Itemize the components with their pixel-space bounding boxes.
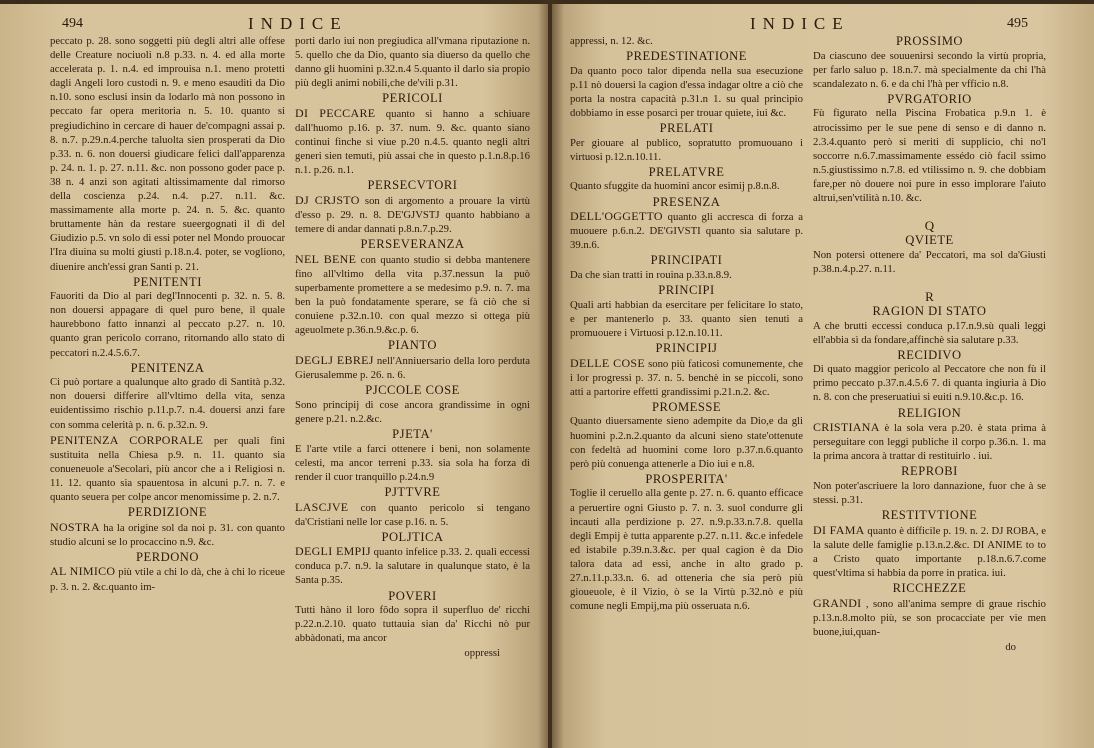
entry-body — [813, 106, 1046, 205]
entry-text: quanto infelice p.33. 2. quali eccessi conduca p.7. n.9. la salutare in qualunque stato, è la Santa p.35. — [295, 546, 530, 587]
index-entry — [295, 383, 530, 426]
entry-body — [813, 362, 1046, 404]
entry-subheading: DELL'OGGETTO — [570, 209, 663, 224]
index-entry — [570, 472, 803, 613]
left-running-head — [0, 14, 548, 36]
entry-heading: PRINCIPI — [658, 283, 715, 298]
right-column-2 — [813, 34, 1046, 740]
right-column-1 — [570, 34, 803, 740]
index-entry — [813, 348, 1046, 405]
entry-body — [570, 179, 803, 193]
entry-body — [50, 564, 285, 593]
entry-body — [50, 375, 285, 431]
index-entry — [570, 34, 803, 48]
index-entry — [295, 589, 530, 646]
index-entry — [50, 34, 285, 274]
entry-heading: RECIDIVO — [897, 347, 962, 362]
index-entry — [570, 253, 803, 282]
entry-heading: PERDIZIONE — [127, 505, 208, 520]
index-entry — [570, 195, 803, 253]
index-entry — [50, 361, 285, 432]
left-page — [0, 4, 548, 748]
entry-body — [570, 209, 803, 252]
entry-heading: POVERI — [388, 588, 437, 603]
entry-subheading: DJ CRJSTO — [295, 193, 360, 208]
entry-body — [570, 268, 803, 282]
entry-body — [813, 420, 1046, 463]
entry-heading: PENITENTI — [133, 274, 202, 289]
index-entry — [570, 283, 803, 340]
entry-body — [570, 356, 803, 399]
index-entry — [295, 338, 530, 382]
entry-heading: PJTTVRE — [384, 484, 441, 499]
index-entry — [813, 290, 1046, 347]
entry-body — [295, 442, 530, 484]
entry-heading: REPROBI — [901, 464, 958, 479]
entry-text: Di quato maggior pericolo al Peccatore che non fù il primo peccato p.37.n.4.5.6 7. di quanta ingiuria à Dio n. 8. con che preseruatiui si euiti n.9.10.&c.p. 16. — [813, 363, 1046, 404]
entry-body — [295, 398, 530, 426]
entry-body — [813, 49, 1046, 91]
entry-subheading: DEGLJ EBREJ — [295, 353, 374, 368]
entry-heading: PROSPERITA' — [645, 471, 728, 486]
entry-text: Toglie il ceruello alla gente p. 27. n. 6. quanto efficace a peruertire ogni Giusto p. 7. n. 3. suol condurre gli incauti alla perdizione p. 27. n.9.p.33.n.7.8. quella degli Empij è tutta apparente p.27. n.11. &c.e infedele ed istabile p.39.n.3.&c. per qual cagion è da Dio talora data ad essi, anche in alto grado p. 27.n.11.p.33.n. 6. ad otteneria che sia però più gioueuole, è il Vizio, ò se la Virtù p.32.nò e più comune negli Empij,ma più osseruata n.6. — [570, 487, 803, 613]
entry-body — [813, 479, 1046, 507]
entry-text: A che brutti eccessi conduca p.17.n.9.sù quali leggi ell'abbia sì da fondare,affinchè sia salutare p.33. — [813, 319, 1046, 346]
entry-body — [50, 433, 285, 504]
entry-heading: PJCCOLE COSE — [365, 383, 460, 398]
index-entry — [295, 485, 530, 529]
entry-text: Quanto sfuggite da huomini ancor esimij p.8.n.8. — [570, 180, 780, 193]
left-running-title: INDICE — [248, 14, 348, 33]
left-column-2 — [295, 34, 530, 740]
entry-body — [50, 34, 285, 274]
entry-text: Da ciascuno dee souuenirsi secondo la virtù propria, per farlo saluo p. 18.n.7. mà specialmente da chi l'hà scandalezato n. 6. e da chi l'hà per vfficio n.8. — [813, 49, 1046, 90]
entry-heading: RELIGION — [897, 405, 962, 420]
index-entry — [50, 550, 285, 594]
entry-subheading: DELLE COSE — [570, 355, 646, 370]
entry-text: Ci può portare a qualunque alto grado di Santità p.32. non douersi differire all'vltimo della vita, senza euidentissimo rischio p.11.p.7. n.4. douersi anzi fare con somma celerità p. n. 6. p.32.n. 9. — [50, 376, 285, 431]
section-letter: Q — [924, 218, 935, 234]
entry-heading: PROMESSE — [651, 399, 722, 414]
entry-text: sono più faticosi comunemente, che i lor progressi p. 37. n. 5. benchè in se piccoli, sono atti a partorire effetti grandissimi p.21.n.2. &c. — [570, 357, 803, 398]
right-page — [552, 4, 1094, 748]
entry-heading: PERSECVTORI — [367, 178, 458, 193]
entry-heading: QVIETE — [905, 233, 954, 248]
entry-subheading: NEL BENE — [295, 251, 357, 266]
index-entry — [295, 178, 530, 236]
left-column-1 — [50, 34, 285, 740]
entry-body — [295, 106, 530, 177]
index-entry — [813, 581, 1046, 639]
entry-body — [295, 193, 530, 236]
index-entry — [813, 508, 1046, 580]
entry-text: Non potersi ottenere da' Peccatori, ma sol da'Giusti p.38.n.4.p.27. n.11. — [813, 248, 1046, 275]
entry-body — [570, 298, 803, 340]
entry-subheading: PENITENZA CORPORALE — [50, 432, 204, 447]
entry-body — [570, 34, 803, 48]
entry-text: con quanto studio si debba mantenere fino all'vltimo della vita p.37.nessun la può superbamente promettere a se medesimo p.9. n. 7. ma ben la può fondatamente sperare, se fà ciò che si conuiene p.32.n.10. con qual mezzo si ottega più ageuolmete p.36.n.9.&c.p. 6. — [295, 253, 530, 337]
entry-heading: PERICOLI — [382, 91, 443, 106]
entry-heading: PRINCIPIJ — [655, 340, 718, 355]
entry-text: per quali fini sustituita nella Chiesa p.9. n. 11. quanto sia conueneuole a'Secolari, più ancor che a i Religiosi n. 11. 12. quanto sia spauentosa in alcuni p.7. n. 7. e quanto seuera per colpe ancor menomissime p. 2. n.7. — [50, 434, 285, 503]
entry-subheading: DI FAMA — [813, 522, 865, 537]
index-entry — [295, 91, 530, 177]
entry-heading: PIANTO — [388, 338, 437, 353]
entry-heading: PERDONO — [136, 549, 199, 564]
entry-text: con quanto pericolo si tengano da'Cristiani nelle lor case p.16. n. 5. — [295, 501, 531, 528]
entry-subheading: GRANDI — [813, 595, 862, 610]
entry-body — [295, 34, 530, 90]
index-entry — [570, 121, 803, 164]
entry-text: son di argomento a prouare la virtù d'esso p. 29. n. 8. DE'GJVSTJ quanto habbiano a temere di andar dannati p.8.n.7.p.29. — [295, 195, 531, 236]
entry-text: più vtile a chi lo dà, che à chi lo riceue p. 3. n. 2. &c.quanto im- — [50, 566, 286, 593]
index-entry — [813, 34, 1046, 91]
catchword: oppressi — [464, 647, 500, 660]
right-page-number: 495 — [1007, 16, 1028, 31]
entry-heading: PROSSIMO — [896, 34, 963, 48]
entry-text: porti darlo iui non pregiudica all'vmana riputazione n. 5. quello che da Dio, quanto sia diuerso da quello che danno gli huomini p.32.n.4 5.quanto il darlo sia propio più degli animi nobili,che de'vili p.31. — [295, 35, 530, 90]
entry-heading: PRELATI — [659, 121, 714, 136]
index-entry — [813, 219, 1046, 276]
entry-body — [50, 289, 285, 359]
entry-text: Non poter'ascriuere la loro dannazione, fuor che à se stessi. p.31. — [813, 480, 1046, 507]
entry-heading: PRINCIPATI — [650, 253, 723, 268]
index-entry — [813, 464, 1046, 507]
index-entry — [570, 49, 803, 120]
index-entry — [50, 505, 285, 549]
entry-heading: PJETA' — [392, 427, 433, 442]
entry-heading: RESTITVTIONE — [881, 508, 978, 523]
entry-text: Fù figurato nella Piscina Frobatica p.9.n 1. è atrocissimo per le sue pene di senso e di danno n. 2.3.4.quanto però si meriti di supplicio, chi no'l soccorre n.6.7.massimamente essédo ciò facil ssimo n.5.giustissimo n.7.8. ed vtilissimo n. 9. che dobbiam fare,per nò douere noi pure in esso implorare l'aiuto altrui,sen'vtilità n.10. &c. — [813, 107, 1046, 205]
entry-text: Sono principij di cose ancora grandissime in ogni genere p.21. n.2.&c. — [295, 398, 530, 425]
entry-body — [295, 544, 530, 587]
entry-text: nell'Anniuersario della loro perduta Gierusalemme p. 26. n. 6. — [295, 355, 531, 382]
entry-body — [295, 603, 530, 645]
index-entry — [295, 530, 530, 588]
entry-text: Quanto diuersamente sieno adempite da Dio,e da gli huomini p.2.n.2.quanto da alcuni sieno state'ottenute con fedeltà ad huomini come loro p.37.n.6.quanto però più conuenga attenerle a Dio iui e n.8. — [570, 415, 803, 470]
entry-body — [813, 319, 1046, 347]
index-entry — [570, 400, 803, 471]
entry-heading: RAGION DI STATO — [872, 303, 987, 318]
entry-heading: POLJTICA — [381, 529, 444, 544]
entry-body — [570, 136, 803, 164]
entry-body — [295, 353, 530, 382]
entry-text: quanto gli accresca di forza a muouere p.6.n.2. DE'GIVSTI quanto sia salutare p. 39.n.6. — [570, 211, 803, 252]
right-running-title: INDICE — [750, 14, 850, 33]
entry-text: peccato p. 28. sono soggetti più degli altri alle offese delle Creature nociuoli n.8 p.33. n. 4. ed alla morte accelerata p. 1. n.4. ed improuisa n.1. meno protetti dagli Angeli loro custodi n. 9. e meno esauditi da Dio n.10. sono esclusi insin da lodarlo mà non possono in peccato far opera meritoria n. 5. 10. quanto si pregiudichino in cercare di hauer de'compagni assai p. 8. n.7. p.29.n.4.perche taluolta sien prosperati da Dio p.33. n. 6. non douersi giudicare felici dall'apparenza p. 24. n. 1. p. 27. n.11. &c. non possono goder pace p. 38 n. 4 anzi son agitati altissimamente dal rimorso della coscienza p.24. n.4. p.27. n.11. &c. massimamente alla morte p. 24. n. 5. &c. quanto bruttamente hàn da restare sueergognati il dì del Giudizio p.5. vn solo di essi poter nel Mondo prouocar l'Ira diuina su molti giusti p.18.n.4. poter, se vogliono, diuenire anch'essi gran Santi p. 21. — [50, 35, 285, 273]
entry-heading: PENITENZA — [130, 360, 205, 375]
entry-body — [813, 248, 1046, 276]
right-columns — [552, 34, 1094, 740]
entry-heading: PREDESTINATIONE — [626, 49, 747, 64]
entry-body — [570, 64, 803, 120]
index-entry — [813, 406, 1046, 464]
entry-text: Da quanto poco talor dipenda nella sua esecuzione p.11 nò douersi la cagion d'essa indagar oltre a ciò che porta la nostra capacità p.31.n 1. su qual principio dobbiamo in esse posarci per trouar quiete, iui &c. — [570, 64, 803, 119]
entry-subheading: DI PECCARE — [295, 105, 376, 120]
index-entry — [570, 165, 803, 194]
entry-text: quanto si hanno a schiuare dall'huomo p.16. p. 37. num. 9. &c. quanto siano continui finche si viue p.20 n.4.5. quanto negli altri generi sien temuti, più assai che in questo p.1.n.8.p.16 n.1. p.26. n.1. — [295, 107, 530, 177]
entry-text: Quali arti habbian da esercitare per felicitare lo stato, e per mantenerlo p. 33. quanto sien tenuti a promuouere i Virtuosi p.12.n.10.11. — [570, 298, 803, 339]
index-entry — [50, 275, 285, 360]
left-columns — [0, 34, 548, 740]
index-entry — [295, 34, 530, 90]
entry-body — [570, 414, 803, 470]
entry-heading: RICCHEZZE — [892, 581, 967, 596]
entry-text: Fauoriti da Dio al pari degl'Innocenti p. 32. n. 5. 8. non douersi appagare di quel puro bene, il quale haurebbono fatto innanzi al peccato p.27. n. 10. quanto gran pericolo corrano, ritornando allo stato di peccatori n.2.4.5.6.7. — [50, 290, 285, 359]
entry-text: Da che sian tratti in rouina p.33.n.8.9. — [570, 269, 732, 281]
entry-body — [813, 523, 1046, 580]
entry-text: quanto è difficile p. 19. n. 2. DJ ROBA, e la salute delle famiglie p.13.n.2.&c. DI ANIME to to a Cristo quato importante p.18.n.6.7.come quest'vltima si habbia da porre in pratica. iui. — [813, 524, 1046, 580]
entry-heading: PVRGATORIO — [887, 91, 972, 106]
entry-subheading: DEGLI EMPIJ — [295, 544, 371, 559]
entry-heading: PRESENZA — [652, 194, 721, 209]
entry-text: ha la origine sol da noi p. 31. con quanto studio alcuni se lo procaccino n.9. &c. — [50, 521, 285, 548]
catchword: do — [1005, 641, 1016, 654]
book-gutter-shadow — [538, 0, 564, 748]
index-entry — [295, 427, 530, 484]
entry-subheading: NOSTRA — [50, 519, 100, 534]
entry-body — [50, 520, 285, 549]
entry-text: Tutti hàno il loro fôdo sopra il superfluo de' ricchi p.22.n.2.10. quato tuttauia sian da' Ricchi nò pur abbàdonati, ma ancor — [295, 604, 530, 645]
entry-text: E l'arte vtile a farci ottenere i beni, non solamente celesti, ma ancor terreni p.33. sia sola ha forza di render il cuor tranquillo p.24.n.9 — [295, 442, 530, 483]
entry-subheading: LASCJVE — [295, 499, 349, 514]
index-entry — [813, 92, 1046, 205]
entry-body — [295, 500, 530, 529]
right-running-head — [552, 14, 1094, 36]
entry-heading: PERSEVERANZA — [360, 237, 465, 252]
left-page-number: 494 — [62, 16, 83, 31]
entry-subheading: CRISTIANA — [813, 420, 880, 435]
entry-heading: PRELATVRE — [648, 164, 725, 179]
entry-body — [570, 486, 803, 613]
entry-text: , sono all'anima sempre di graue rischio p.13.n.8.molto più, se son procacciate per vie men buone,iui,quan- — [813, 597, 1046, 638]
index-entry — [295, 237, 530, 337]
entry-body — [295, 252, 530, 338]
entry-text: appressi, n. 12. &c. — [570, 35, 653, 47]
section-letter: R — [925, 288, 934, 304]
entry-body — [813, 596, 1046, 639]
entry-text: Per giouare al publico, sopratutto promuouano i virtuosi p.12.n.10.11. — [570, 136, 803, 163]
index-entry — [570, 341, 803, 399]
entry-text: è la sola vera p.20. è stata prima à perseguitare con leggi publiche il corpo p.36.n. 1. ma la prima ancora à trattar di restituirlo . iui. — [813, 422, 1046, 463]
entry-subheading: AL NIMICO — [50, 564, 116, 579]
index-entry — [50, 433, 285, 504]
